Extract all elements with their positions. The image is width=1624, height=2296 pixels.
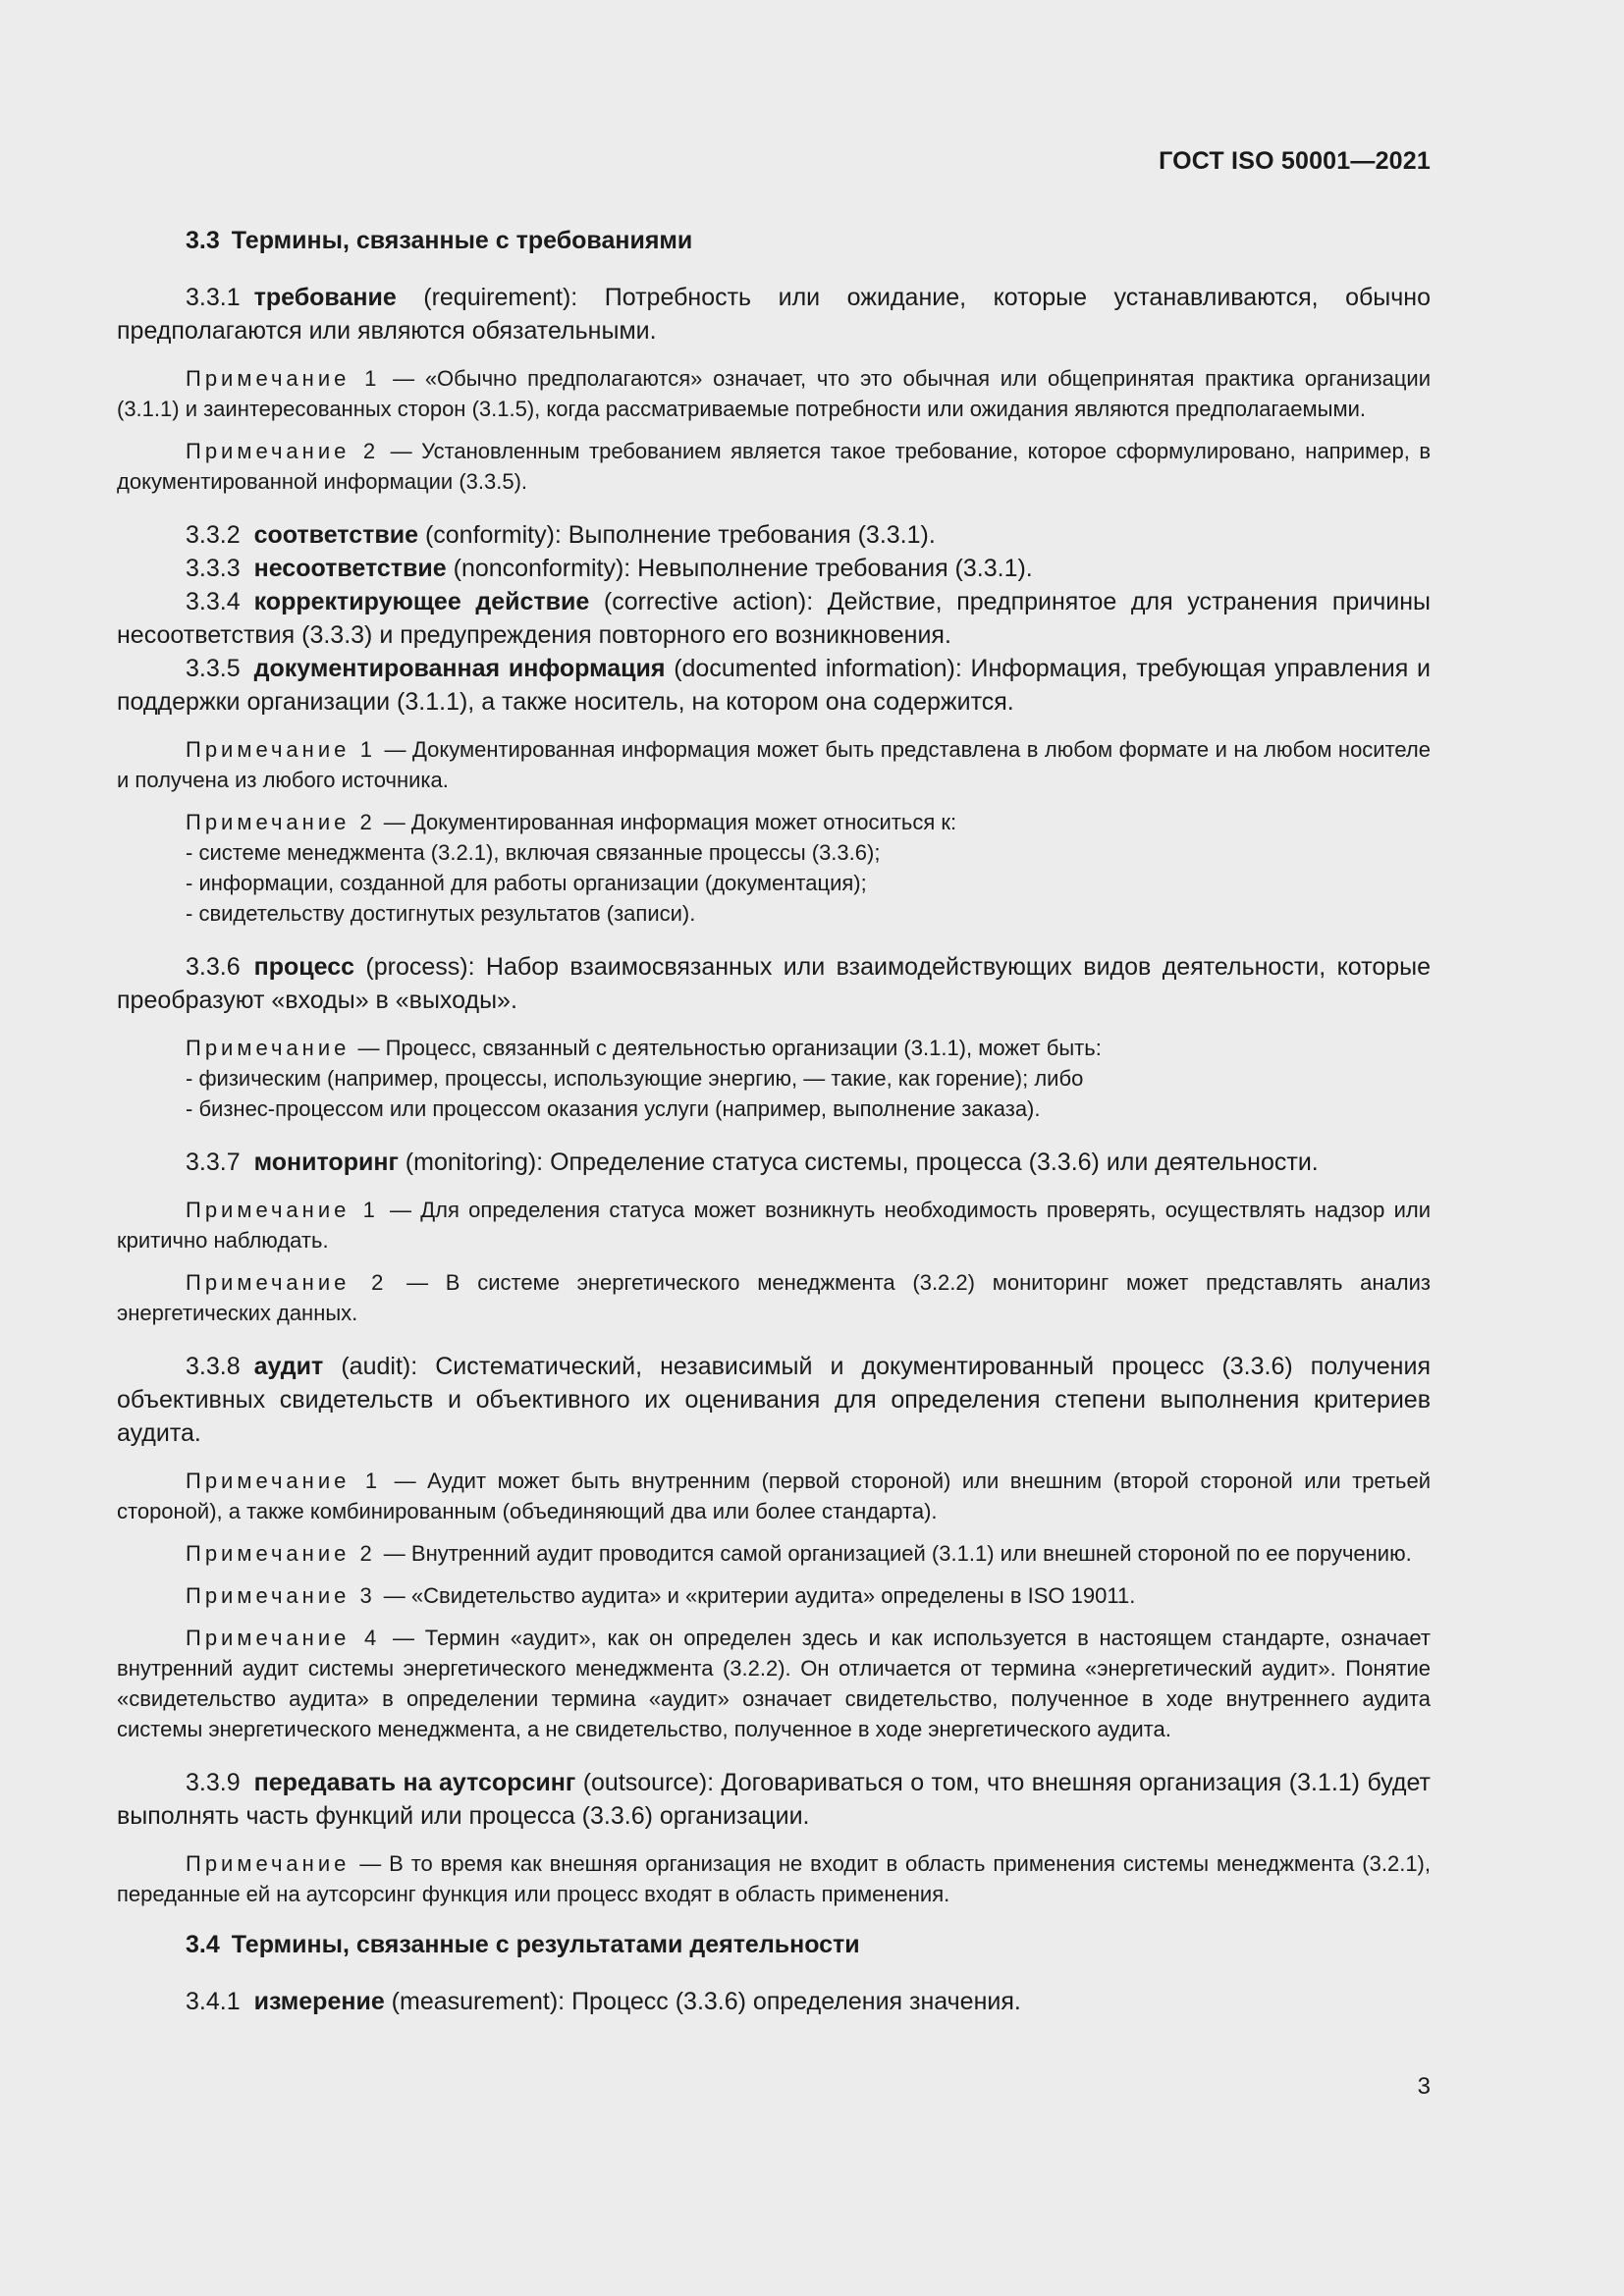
term-name: требование bbox=[253, 284, 397, 311]
note-3-3-6 bbox=[117, 1033, 1431, 1124]
note-label: Примечание bbox=[186, 1036, 351, 1060]
term-number: 3.3.7 bbox=[186, 1148, 241, 1176]
note-text: — «Обычно предполагаются» означает, что это обычная или общепринятая практика организации (3.1.1) и заинтересованных сторон (3.1.5), когда рассматриваемые потребности или ожидания являются предполагаемыми. bbox=[117, 366, 1432, 421]
note-3-3-8-2 bbox=[117, 1538, 1431, 1569]
note-3-3-8-3 bbox=[117, 1580, 1431, 1611]
term-name: процесс bbox=[253, 953, 355, 981]
note-3-3-8-1 bbox=[117, 1466, 1431, 1526]
term-definition: (audit): Систематический, независимый и документированный процесс (3.3.6) получения объективных свидетельств и объективного их оценивания для определения степени выполнения критериев аудита. bbox=[117, 1353, 1431, 1447]
term-number: 3.3.6 bbox=[186, 953, 241, 981]
note-label: Примечание bbox=[186, 1851, 351, 1876]
term-name: несоответствие bbox=[253, 555, 447, 582]
section-title-text: Термины, связанные с результатами деятельности bbox=[231, 1931, 860, 1958]
section-title-3-3 bbox=[117, 227, 1431, 255]
note-3-3-5-2 bbox=[117, 807, 1431, 929]
term-name: передавать на аутсорсинг bbox=[253, 1769, 576, 1796]
list-item: - бизнес-процессом или процессом оказания услуги (например, выполнение заказа). bbox=[186, 1096, 1041, 1121]
note-text: — Термин «аудит», как он определен здесь и как используется в настоящем стандарте, означает внутренний аудит системы энергетического менеджмента (3.2.2). Он отличается от термина «энергетический аудит». Понятие «свидетельство аудита» в определении термина «аудит» означает свидетельство, полученное в ходе внутреннего аудита системы энергетического менеджмента, а не свидетельство, полученное в ходе энергетического аудита. bbox=[117, 1626, 1431, 1741]
note-label: Примечание 2 bbox=[186, 1541, 376, 1566]
note-3-3-1-1 bbox=[117, 363, 1431, 424]
term-name: документированная информация bbox=[253, 655, 666, 682]
note-text: — Документированная информация может относиться к: bbox=[377, 810, 957, 834]
term-3-3-3 bbox=[117, 552, 1431, 585]
note-label: Примечание 1 bbox=[186, 737, 377, 762]
page-number: 3 bbox=[1417, 2073, 1431, 2100]
list-item: - информации, созданной для работы организации (документация); bbox=[186, 871, 867, 895]
list-item: - системе менеджмента (3.2.1), включая связанные процессы (3.3.6); bbox=[186, 840, 881, 865]
note-text: — Документированная информация может быть представлена в любом формате и на любом носителе и получена из любого источника. bbox=[117, 737, 1432, 792]
term-name: аудит bbox=[253, 1353, 324, 1380]
term-number: 3.3.4 bbox=[186, 588, 241, 615]
term-3-3-2 bbox=[117, 518, 1431, 552]
section-title-3-4 bbox=[117, 1931, 1431, 1959]
term-definition: (nonconformity): Невыполнение требования (3.3.1). bbox=[446, 555, 1033, 582]
note-label: Примечание 2 bbox=[186, 1270, 388, 1295]
term-3-4-1 bbox=[117, 1985, 1431, 2018]
note-label: Примечание 3 bbox=[186, 1583, 376, 1608]
note-text: — Процесс, связанный с деятельностью организации (3.1.1), может быть: bbox=[352, 1036, 1102, 1060]
term-number: 3.3.8 bbox=[186, 1353, 241, 1380]
note-text: — Внутренний аудит проводится самой организацией (3.1.1) или внешней стороной по ее поручению. bbox=[377, 1541, 1412, 1566]
note-text: — В то время как внешняя организация не входит в область применения системы менеджмента (3.2.1), переданные ей на аутсорсинг функция или процесс входят в область применения. bbox=[117, 1851, 1431, 1906]
note-label: Примечание 4 bbox=[186, 1626, 381, 1650]
note-3-3-7-1 bbox=[117, 1195, 1431, 1255]
term-definition: (monitoring): Определение статуса системы, процесса (3.3.6) или деятельности. bbox=[398, 1148, 1319, 1176]
section-number: 3.3 bbox=[186, 227, 220, 254]
term-definition: (corrective action): Действие, предпринятое для устранения причины несоответствия (3.3.3) и предупреждения повторного его возникновения. bbox=[117, 588, 1431, 649]
term-number: 3.3.1 bbox=[186, 284, 241, 311]
note-label: Примечание 1 bbox=[186, 1468, 382, 1493]
term-definition: (requirement): Потребность или ожидание, которые устанавливаются, обычно предполагаются или являются обязательными. bbox=[117, 284, 1431, 345]
term-name: мониторинг bbox=[253, 1148, 399, 1176]
term-number: 3.3.2 bbox=[186, 521, 241, 549]
note-text: — Аудит может быть внутренним (первой стороной) или внешним (второй стороной или третьей стороной), а также комбинированным (объединяющий два или более стандарта). bbox=[117, 1468, 1432, 1523]
section-number: 3.4 bbox=[186, 1931, 220, 1958]
term-3-3-5 bbox=[117, 652, 1431, 719]
term-number: 3.3.5 bbox=[186, 655, 241, 682]
term-number: 3.3.9 bbox=[186, 1769, 241, 1796]
note-text: — «Свидетельство аудита» и «критерии аудита» определены в ISO 19011. bbox=[377, 1583, 1136, 1608]
term-definition: (outsource): Договариваться о том, что внешняя организация (3.1.1) будет выполнять часть функций или процесса (3.3.6) организации. bbox=[117, 1769, 1431, 1830]
term-3-3-6 bbox=[117, 950, 1431, 1017]
section-title-text: Термины, связанные с требованиями bbox=[231, 227, 693, 254]
note-label: Примечание 1 bbox=[186, 1198, 379, 1222]
note-text: — В системе энергетического менеджмента (3.2.2) мониторинг может представлять анализ энергетических данных. bbox=[117, 1270, 1432, 1325]
term-number: 3.3.3 bbox=[186, 555, 241, 582]
term-number: 3.4.1 bbox=[186, 1988, 241, 2015]
term-name: измерение bbox=[253, 1988, 385, 2015]
term-definition: (conformity): Выполнение требования (3.3.1). bbox=[418, 521, 936, 549]
note-3-3-5-1 bbox=[117, 734, 1431, 795]
note-label: Примечание 1 bbox=[186, 366, 381, 391]
term-3-3-8 bbox=[117, 1350, 1431, 1450]
list-item: - физическим (например, процессы, использующие энергию, — такие, как горение); либо bbox=[186, 1066, 1084, 1091]
term-definition: (documented information): Информация, требующая управления и поддержки организации (3.1.1), а также носитель, на котором она содержится. bbox=[117, 655, 1432, 716]
list-item: - свидетельству достигнутых результатов (записи). bbox=[186, 901, 696, 926]
note-3-3-7-2 bbox=[117, 1267, 1431, 1328]
term-3-3-9 bbox=[117, 1766, 1431, 1833]
document-header: ГОСТ ISO 50001—2021 bbox=[1159, 147, 1431, 175]
term-definition: (measurement): Процесс (3.3.6) определения значения. bbox=[384, 1988, 1021, 2015]
note-3-3-8-4 bbox=[117, 1623, 1431, 1744]
term-name: соответствие bbox=[253, 521, 418, 549]
note-3-3-9 bbox=[117, 1848, 1431, 1909]
note-label: Примечание 2 bbox=[186, 810, 376, 834]
note-text: — Для определения статуса может возникнуть необходимость проверять, осуществлять надзор или критично наблюдать. bbox=[117, 1198, 1431, 1253]
term-name: корректирующее действие bbox=[253, 588, 590, 615]
note-label: Примечание 2 bbox=[186, 439, 380, 463]
term-definition: (process): Набор взаимосвязанных или взаимодействующих видов деятельности, которые преобразуют «входы» в «выходы». bbox=[117, 953, 1431, 1014]
term-3-3-1 bbox=[117, 281, 1431, 347]
term-3-3-7 bbox=[117, 1146, 1431, 1179]
note-3-3-1-2 bbox=[117, 436, 1431, 497]
term-3-3-4 bbox=[117, 585, 1431, 652]
note-text: — Установленным требованием является такое требование, которое сформулировано, например, в документированной информации (3.3.5). bbox=[117, 439, 1432, 494]
